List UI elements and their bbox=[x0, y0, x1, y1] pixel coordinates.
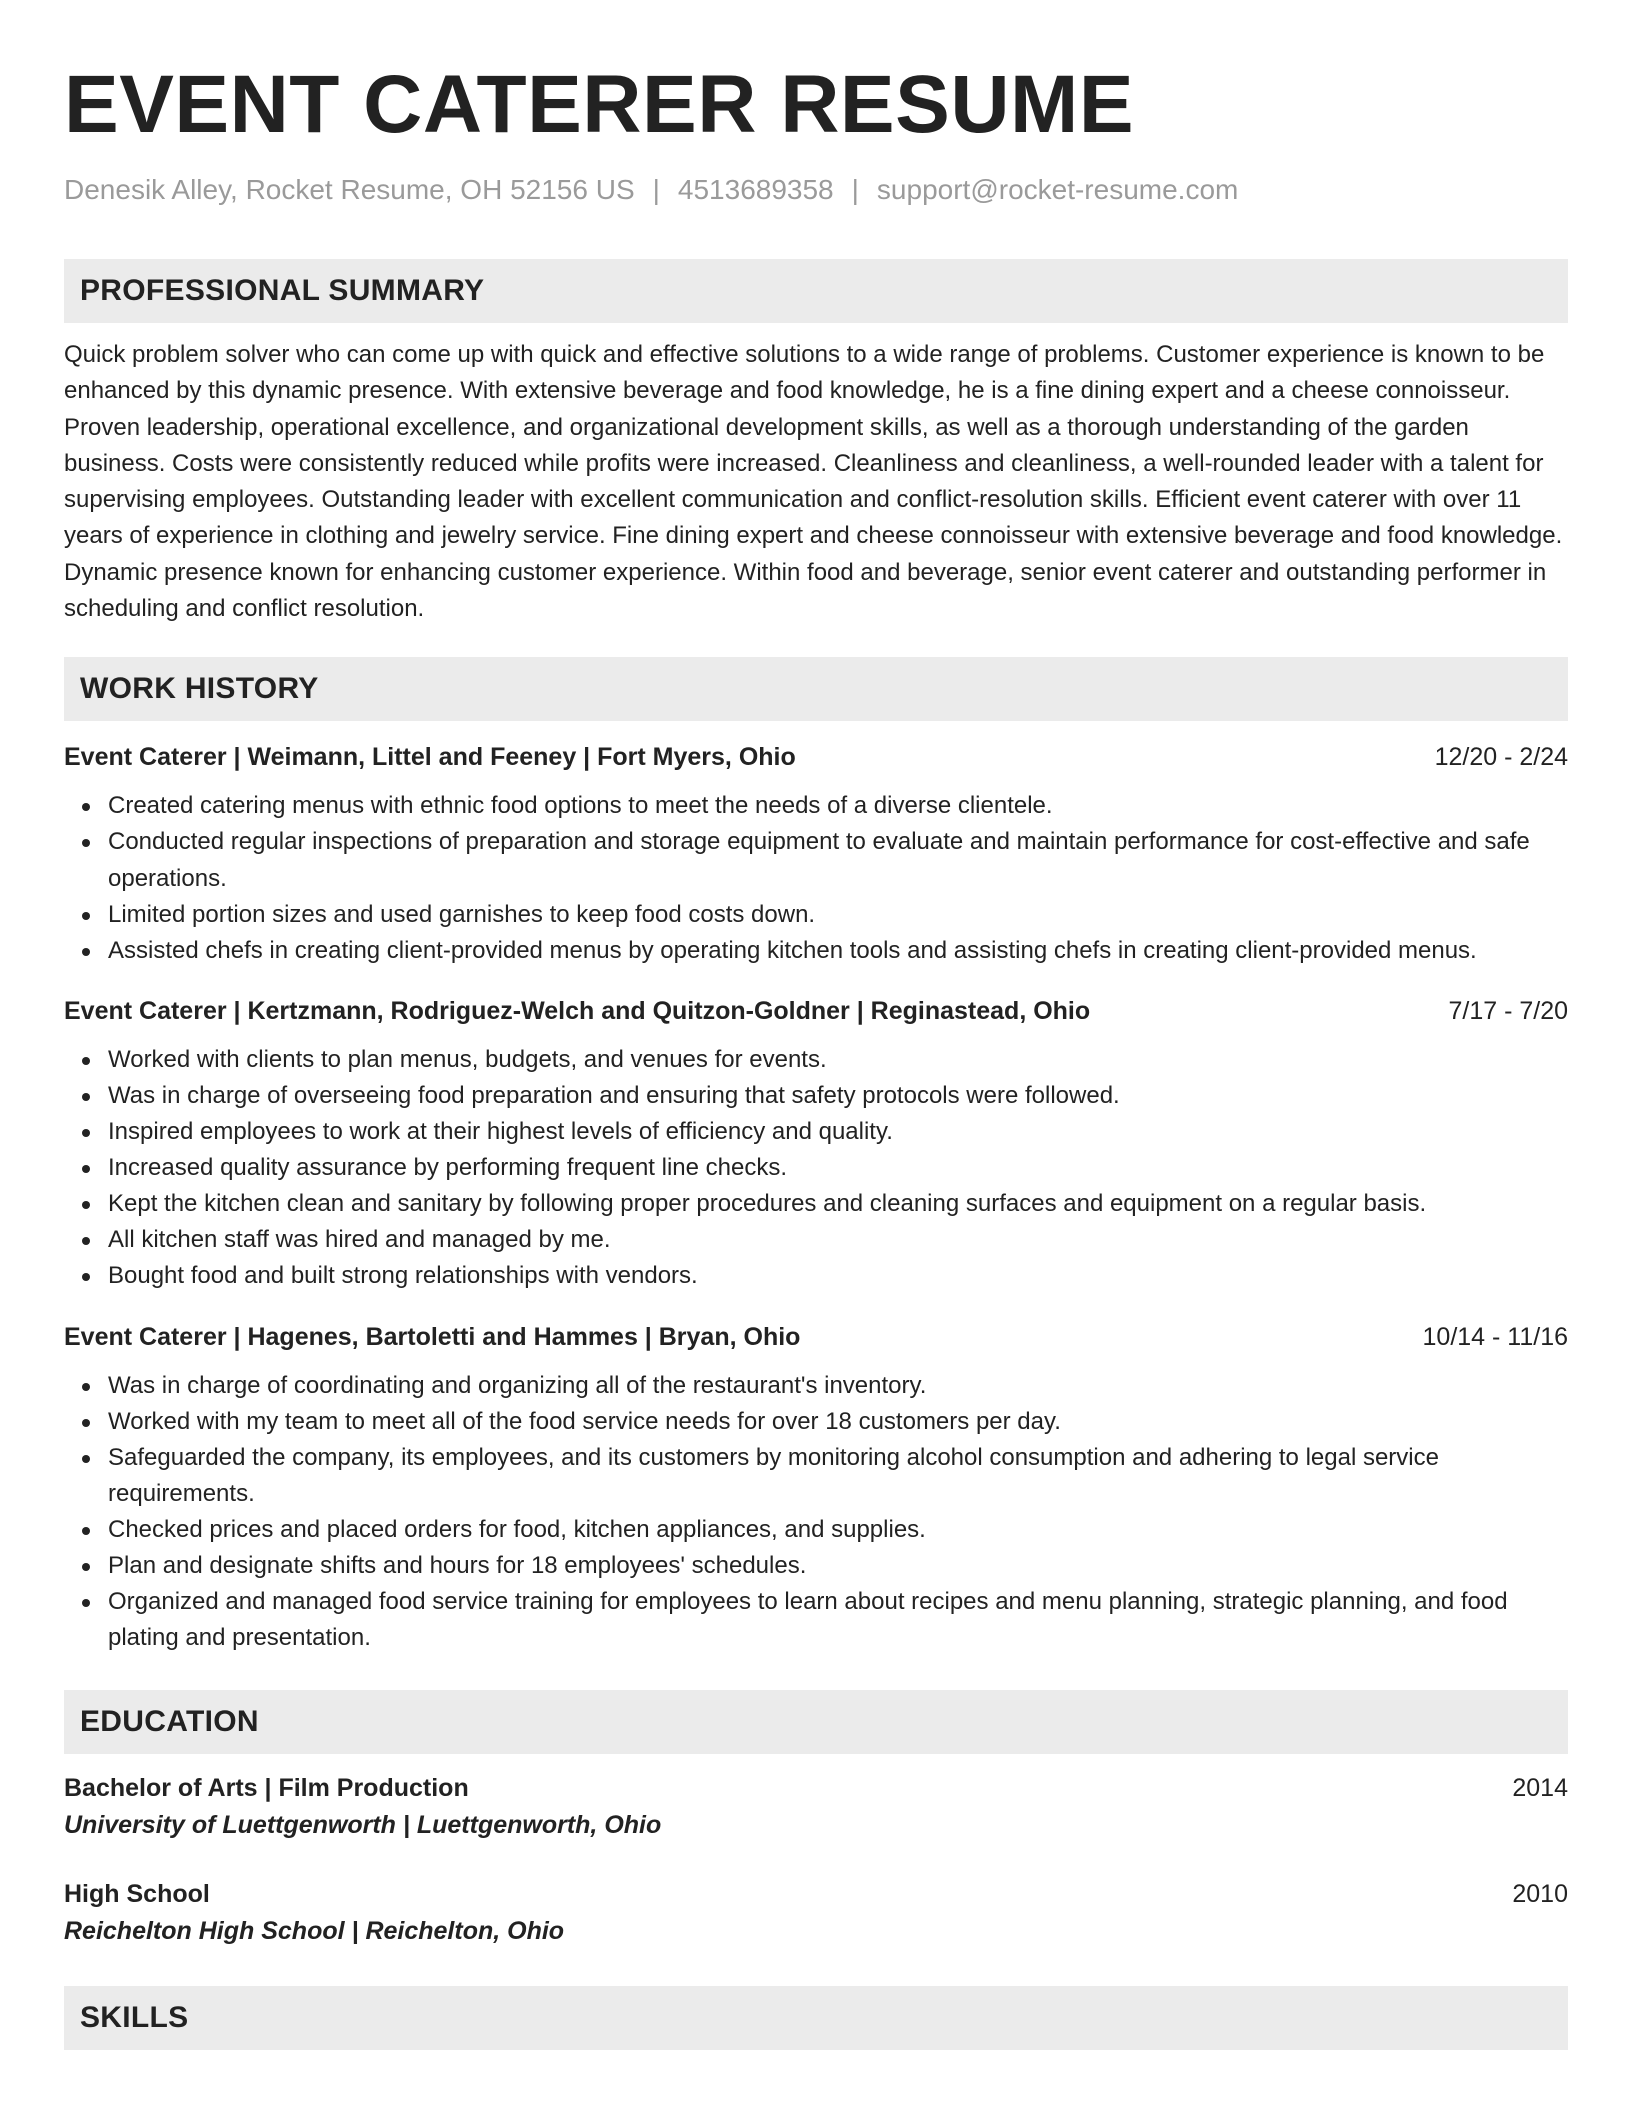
job-header bbox=[64, 739, 1568, 775]
section-header-education: EDUCATION bbox=[64, 1690, 1568, 1754]
job-bullet: Created catering menus with ethnic food options to meet the needs of a diverse clientele. bbox=[108, 788, 1568, 824]
education-year: 2010 bbox=[1512, 1880, 1568, 1909]
job-bullets bbox=[64, 1368, 1568, 1657]
job-bullet: Organized and managed food service training for employees to learn about recipes and menu planning, strategic planning, and food plating and presentation. bbox=[108, 1584, 1568, 1656]
job-bullets bbox=[64, 788, 1568, 968]
job-title: Event Caterer | Weimann, Littel and Feeney | Fort Myers, Ohio bbox=[64, 743, 796, 772]
education-entry bbox=[64, 1770, 1568, 1844]
contact-line bbox=[64, 172, 1568, 208]
job-bullet: Limited portion sizes and used garnishes to keep food costs down. bbox=[108, 897, 1568, 933]
contact-phone: 4513689358 bbox=[677, 174, 834, 205]
education-degree: Bachelor of Arts | Film Production bbox=[64, 1774, 469, 1803]
section-header-work-history: WORK HISTORY bbox=[64, 657, 1568, 721]
job-bullet: Was in charge of overseeing food preparation and ensuring that safety protocols were followed. bbox=[108, 1078, 1568, 1114]
section-header-skills: SKILLS bbox=[64, 1986, 1568, 2050]
job-entry bbox=[64, 739, 1568, 968]
job-title: Event Caterer | Kertzmann, Rodriguez-Welch and Quitzon-Goldner | Reginastead, Ohio bbox=[64, 996, 1091, 1025]
job-dates: 12/20 - 2/24 bbox=[1434, 743, 1568, 772]
job-bullet: Conducted regular inspections of preparation and storage equipment to evaluate and maintain performance for cost-effective and safe operations. bbox=[108, 824, 1568, 896]
job-bullet: Safeguarded the company, its employees, and its customers by monitoring alcohol consumption and adhering to legal service requirements. bbox=[108, 1440, 1568, 1512]
job-header bbox=[64, 1319, 1568, 1355]
contact-separator: | bbox=[652, 174, 660, 205]
job-bullet: Plan and designate shifts and hours for 18 employees' schedules. bbox=[108, 1548, 1568, 1584]
education-school: University of Luettgenworth | Luettgenworth, Ohio bbox=[64, 1811, 662, 1840]
education-degree: High School bbox=[64, 1880, 210, 1909]
job-bullet: Worked with my team to meet all of the food service needs for over 18 customers per day. bbox=[108, 1404, 1568, 1440]
job-bullet: Worked with clients to plan menus, budgets, and venues for events. bbox=[108, 1042, 1568, 1078]
job-header bbox=[64, 993, 1568, 1029]
education-header bbox=[64, 1770, 1568, 1806]
job-bullet: Checked prices and placed orders for food, kitchen appliances, and supplies. bbox=[108, 1512, 1568, 1548]
job-title: Event Caterer | Hagenes, Bartoletti and Hammes | Bryan, Ohio bbox=[64, 1322, 801, 1351]
job-entry bbox=[64, 1319, 1568, 1657]
job-bullet: All kitchen staff was hired and managed by me. bbox=[108, 1222, 1568, 1258]
resume-page bbox=[64, 0, 1568, 2050]
job-bullet: Was in charge of coordinating and organizing all of the restaurant's inventory. bbox=[108, 1368, 1568, 1404]
job-bullet: Inspired employees to work at their highest levels of efficiency and quality. bbox=[108, 1114, 1568, 1150]
education-header bbox=[64, 1876, 1568, 1912]
job-bullet: Assisted chefs in creating client-provided menus by operating kitchen tools and assisting chefs in creating client-provided menus. bbox=[108, 933, 1568, 969]
contact-address: Denesik Alley, Rocket Resume, OH 52156 US bbox=[64, 174, 635, 205]
section-header-summary: PROFESSIONAL SUMMARY bbox=[64, 259, 1568, 323]
job-dates: 10/14 - 11/16 bbox=[1422, 1322, 1568, 1351]
resume-title: EVENT CATERER RESUME bbox=[64, 59, 1135, 150]
contact-email: support@rocket-resume.com bbox=[876, 174, 1239, 205]
job-entry bbox=[64, 993, 1568, 1295]
contact-separator: | bbox=[851, 174, 859, 205]
job-bullet: Increased quality assurance by performing frequent line checks. bbox=[108, 1150, 1568, 1186]
summary-text: Quick problem solver who can come up with quick and effective solutions to a wide range of problems. Customer experience is known to be enhanced by this dynamic presence. With extensive beverage and food knowledge, he is a fine dining expert and a cheese connoisseur. Proven leadership, operational excellence, and organizational development skills, as well as a thorough understanding of the garden business. Costs were consistently reduced while profits were increased. Cleanliness and cleanliness, a well-rounded leader with a talent for supervising employees. Outstanding leader with excellent communication and conflict-resolution skills. Efficient event caterer with over 11 years of experience in clothing and jewelry service. Fine dining expert and cheese connoisseur with extensive beverage and food knowledge. Dynamic presence known for enhancing customer experience. Within food and beverage, senior event caterer and outstanding performer in scheduling and conflict resolution. bbox=[64, 341, 1563, 623]
job-bullets bbox=[64, 1042, 1568, 1295]
job-bullet: Bought food and built strong relationships with vendors. bbox=[108, 1258, 1568, 1294]
job-bullet: Kept the kitchen clean and sanitary by following proper procedures and cleaning surfaces and equipment on a regular basis. bbox=[108, 1186, 1568, 1222]
education-entry bbox=[64, 1876, 1568, 1950]
job-dates: 7/17 - 7/20 bbox=[1448, 996, 1568, 1025]
education-year: 2014 bbox=[1512, 1774, 1568, 1803]
education-school: Reichelton High School | Reichelton, Ohio bbox=[64, 1917, 565, 1946]
